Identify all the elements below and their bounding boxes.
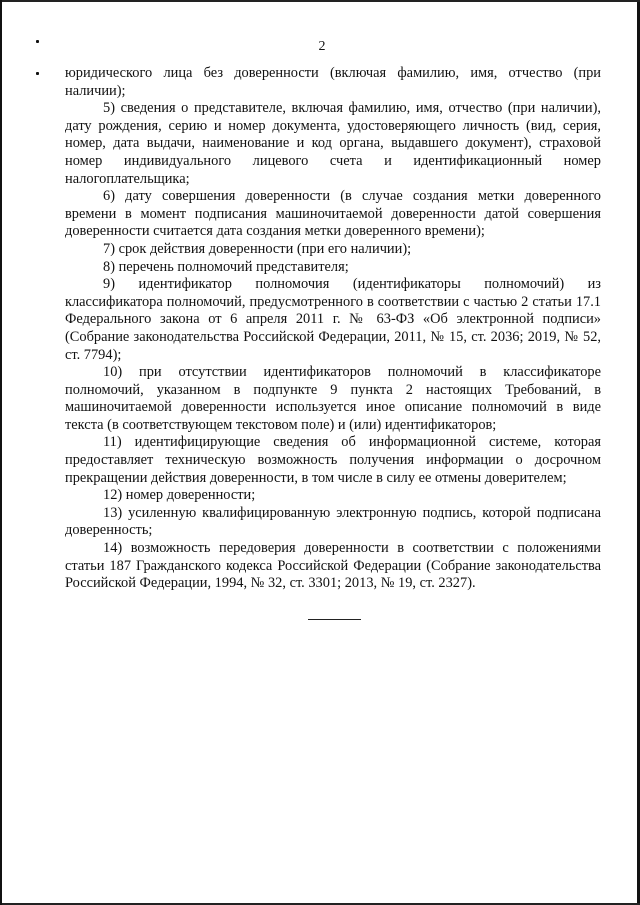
paragraph-item-13: 13) усиленную квалифицированную электронную подпись, которой подписана доверенность; — [65, 504, 601, 539]
paragraph-item-7: 7) срок действия доверенности (при его наличии); — [103, 240, 412, 257]
paragraph-item-8: 8) перечень полномочий представителя; — [103, 258, 349, 275]
document-body — [65, 65, 601, 593]
paragraph-item-5: 5) сведения о представителе, включая фамилию, имя, отчество (при наличии), дату рождения, серию и номер документа, удостоверяющего личность (вид, серия, номер, дата выдачи, наименование и код органа, выдавшего документ), страховой номер индивидуального лицевого счета и идентификационный номер налогоплательщика; — [65, 100, 601, 187]
paragraph-item-9: 9) идентификатор полномочия (идентификаторы полномочий) из классификатора полномочий, предусмотренного в соответствии с частью 2 статьи 17.1 Федерального закона от 6 апреля 2011 г. № 63-ФЗ «Об электронной подписи» (Собрание законодательства Российской Федерации, 2011, № 15, ст. 2036; 2019, № 52, ст. 7794); — [65, 276, 601, 363]
paragraph-item-11: 11) идентифицирующие сведения об информационной системе, которая предоставляет техническую возможность получения информации о досрочном прекращении действия доверенности, в том числе в силу ее отмены доверителем; — [65, 434, 601, 486]
scan-edge-top — [2, 0, 640, 2]
end-divider-line — [308, 619, 361, 620]
paragraph-item-10: 10) при отсутствии идентификаторов полномочий в классификаторе полномочий, указанном в подпункте 9 пункта 2 настоящих Требований, в машиночитаемой доверенности используется иное описание полномочий в виде текста (в соответствующем текстовом поле) и (или) идентификаторов; — [65, 364, 601, 433]
paragraph-item-6: 6) дату совершения доверенности (в случае создания метки доверенного времени в момент подписания машиночитаемой доверенности датой совершения доверенности считается дата создания метки доверенного времени); — [65, 188, 601, 240]
scan-artifact-dot — [36, 72, 39, 75]
paragraph-item-12: 12) номер доверенности; — [103, 487, 256, 504]
paragraph-item-14: 14) возможность передоверия доверенности в соответствии с положениями статьи 187 Гражданского кодекса Российской Федерации (Собрание законодательства Российской Федерации, 1994, № 32, ст. 3301; 2013, № 19, ст. 2327). — [65, 540, 601, 592]
paragraph-continuation: юридического лица без доверенности (включая фамилию, имя, отчество (при наличии); — [65, 65, 601, 99]
page-number: 2 — [318, 39, 326, 54]
